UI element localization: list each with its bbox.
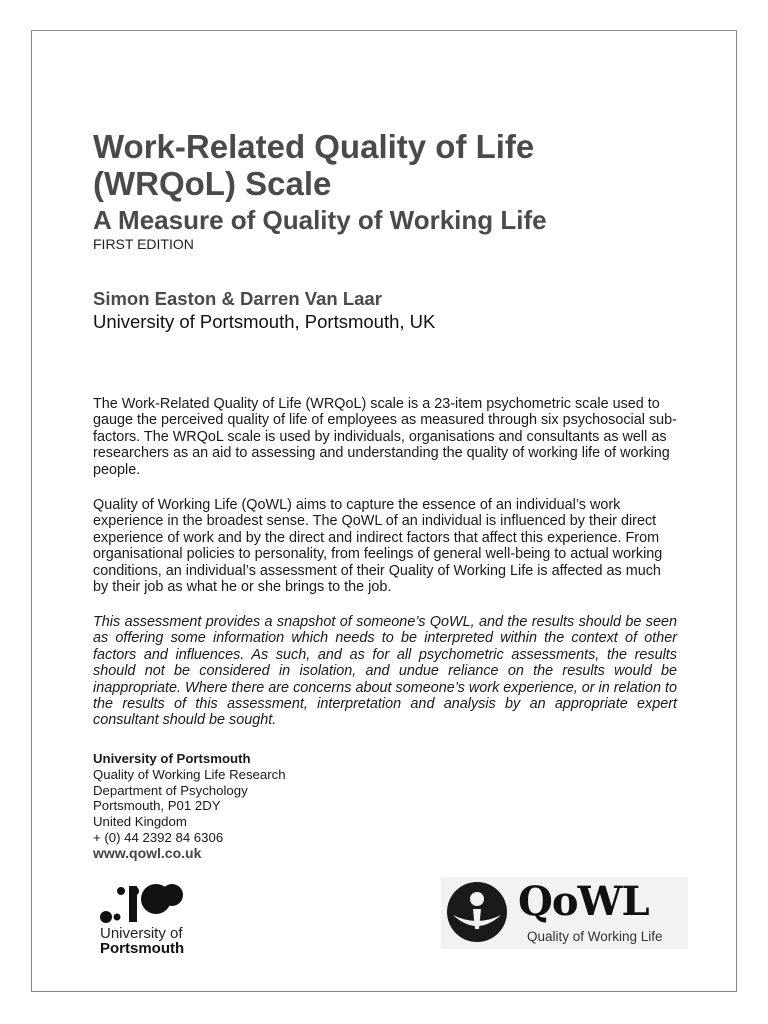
university-logo-line-1: University of [100,925,183,942]
qowl-paragraph: Quality of Working Life (QoWL) aims to capture the essence of an individual’s work experience in the broadest sense. The QoWL of an individual is influenced by their direct experience of work and by the direct and indirect factors that affect this experience. From organisational policies to personality, from feelings of general well-being to actual working conditions, an individual’s assessment of their Quality of Working Life is affected as much by their job as what he or she brings to the job. [93,497,663,596]
document-subtitle: A Measure of Quality of Working Life [93,205,547,235]
qowl-emblem-icon [443,879,513,945]
university-logo-line-2: Portsmouth [100,940,185,957]
website-link[interactable]: www.qowl.co.uk [93,844,202,861]
qowl-wordmark: QoWL [518,878,649,925]
document-title [93,128,534,202]
qowl-tagline: Quality of Working Life [527,929,663,944]
title-line-2: (WRQoL) Scale [93,165,332,202]
authors: Simon Easton & Darren Van Laar [93,288,382,309]
address-line-1: Quality of Working Life Research [93,766,286,782]
address-line-4: United Kingdom [93,814,187,830]
title-line-1: Work-Related Quality of Life [93,128,535,165]
address-line-3: Portsmouth, P01 2DY [93,798,221,814]
disclaimer-paragraph: This assessment provides a snapshot of someone’s QoWL, and the results should be seen as offering some information which needs to be interpreted within the context of other factors and influences. As such, and as for all psychometric assessments, the results should not be considered in isolation, and undue reliance on the results would be inappropriate. Where there are concerns about someone’s work experience, or in relation to the results of this assessment, interpretation and analysis by an appropriate expert consultant should be sought. [93,614,677,729]
address-line-2: Department of Psychology [93,782,248,798]
intro-paragraph: The Work-Related Quality of Life (WRQoL) scale is a 23-item psychometric scale used to gauge the perceived quality of life of employees as measured through six psychosocial sub-factors. The WRQoL scale is used by individuals, organisations and consultants as well as researchers as an aid to assessing and understanding the quality of working life of working people. [93,396,677,478]
contact-address [93,751,286,862]
edition-label: FIRST EDITION [93,236,194,252]
address-organisation: University of Portsmouth [93,751,251,766]
address-phone: + (0) 44 2392 84 6306 [93,829,224,845]
affiliation: University of Portsmouth, Portsmouth, UK [93,311,436,332]
